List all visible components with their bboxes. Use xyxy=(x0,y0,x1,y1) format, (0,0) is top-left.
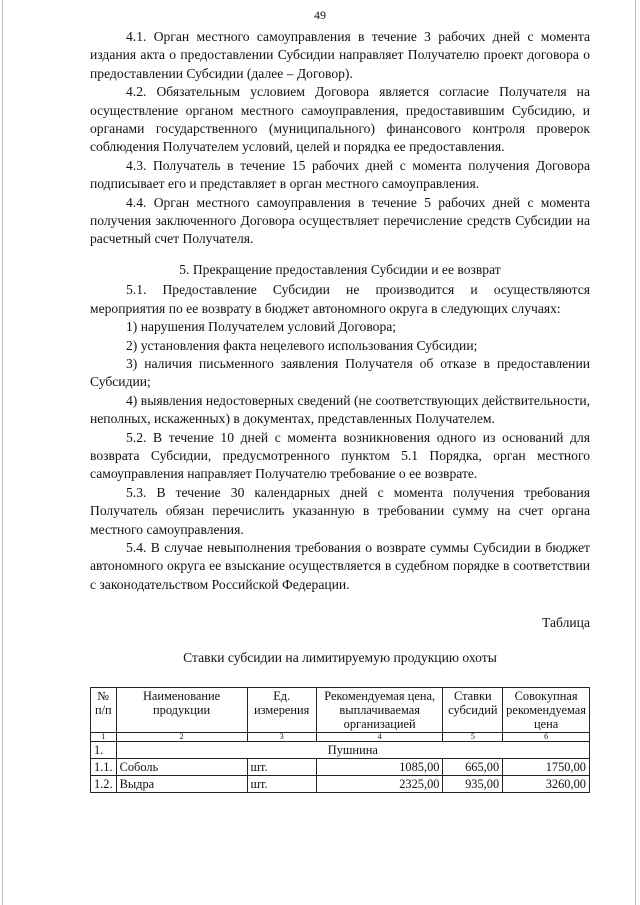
paragraph-4-3: 4.3. Получатель в течение 15 рабочих дней с момента получения Договора подписывает его и представляет в орган местного самоуправления. xyxy=(90,157,590,192)
total-price: 1750,00 xyxy=(503,759,590,776)
header-cell: Ед. измерения xyxy=(247,688,316,733)
section-heading: 5. Прекращение предоставления Субсидии и ее возврат xyxy=(179,261,501,277)
subsidy-rate: 935,00 xyxy=(443,776,503,793)
table-row xyxy=(91,776,590,793)
paragraph-5-2: 5.2. В течение 10 дней с момента возникновения одного из оснований для возврата Субсидии, предусмотренного пунктом 5.1 Порядка, орган местного самоуправления направляет Получателю требование о ее возврате. xyxy=(90,429,590,482)
recommended-price: 1085,00 xyxy=(316,759,443,776)
table-title: Ставки субсидии на лимитируемую продукцию охоты xyxy=(183,649,497,665)
index-cell: 5 xyxy=(443,733,503,742)
table-group-row xyxy=(91,742,590,759)
product-name: Соболь xyxy=(116,759,247,776)
unit: шт. xyxy=(247,759,316,776)
table-row xyxy=(91,759,590,776)
index-cell: 4 xyxy=(316,733,443,742)
index-cell: 6 xyxy=(503,733,590,742)
paragraph-5-1: 5.1. Предоставление Субсидии не производится и осуществляются мероприятия по ее возврату в бюджет автономного округа в следующих случаях: xyxy=(90,282,590,316)
scan-edge-right xyxy=(635,0,636,905)
paragraph-4-2: 4.2. Обязательным условием Договора является согласие Получателя на осуществление органом местного самоуправления, предоставившим Субсидию, и органами государственного (муниципального) финансового контроля проверок соблюдения Получателем условий, целей и порядка ее предоставления. xyxy=(90,84,590,155)
index-cell: 3 xyxy=(247,733,316,742)
product-name: Выдра xyxy=(116,776,247,793)
total-price: 3260,00 xyxy=(503,776,590,793)
table-label: Таблица xyxy=(542,615,590,631)
unit: шт. xyxy=(247,776,316,793)
recommended-price: 2325,00 xyxy=(316,776,443,793)
index-cell: 1 xyxy=(91,733,117,742)
row-number: 1.2. xyxy=(91,776,117,793)
paragraph-5-3: 5.3. В течение 30 календарных дней с момента получения требования Получатель обязан перечислить указанную в требовании сумму на счет органа местного самоуправления. xyxy=(90,484,590,537)
header-cell: № п/п xyxy=(91,688,117,733)
list-item-4: 4) выявления недостоверных сведений (не соответствующих действительности, неполных, искаженных) в документах, представленных Получателем. xyxy=(90,392,590,427)
header-cell: Рекомендуемая цена, выплачиваемая организацией xyxy=(316,688,443,733)
header-cell: Совокупная рекомендуемая цена xyxy=(503,688,590,733)
group-label: Пушнина xyxy=(116,742,589,759)
document-body xyxy=(90,28,590,793)
subsidy-rates-table xyxy=(90,687,590,793)
header-cell: Наименование продукции xyxy=(116,688,247,733)
page-number: 49 xyxy=(314,8,326,22)
index-cell: 2 xyxy=(116,733,247,742)
subsidy-rate: 665,00 xyxy=(443,759,503,776)
scan-edge-left xyxy=(2,0,3,905)
table-header-row xyxy=(91,688,590,733)
paragraph-4-4: 4.4. Орган местного самоуправления в течение 5 рабочих дней с момента получения заключенного Договора осуществляет перечисление средств Субсидии на расчетный счет Получателя. xyxy=(90,194,590,247)
header-cell: Ставки субсидий xyxy=(443,688,503,733)
row-number: 1.1. xyxy=(91,759,117,776)
list-item-1: 1) нарушения Получателем условий Договора; xyxy=(126,319,397,335)
list-item-2: 2) установления факта нецелевого использования Субсидии; xyxy=(126,337,478,353)
group-number: 1. xyxy=(91,742,117,759)
paragraph-4-1: 4.1. Орган местного самоуправления в течение 3 рабочих дней с момента издания акта о предоставлении Субсидии направляет Получателю проект договора о предоставлении Субсидии (далее – Договор). xyxy=(90,29,590,81)
paragraph-5-4: 5.4. В случае невыполнения требования о возврате суммы Субсидии в бюджет автономного округа ее взыскание осуществляется в судебном порядке в соответствии с законодательством Российской Федерации. xyxy=(90,539,590,592)
table-index-row xyxy=(91,733,590,742)
list-item-3: 3) наличия письменного заявления Получателя об отказе в предоставлении Субсидии; xyxy=(90,355,590,390)
